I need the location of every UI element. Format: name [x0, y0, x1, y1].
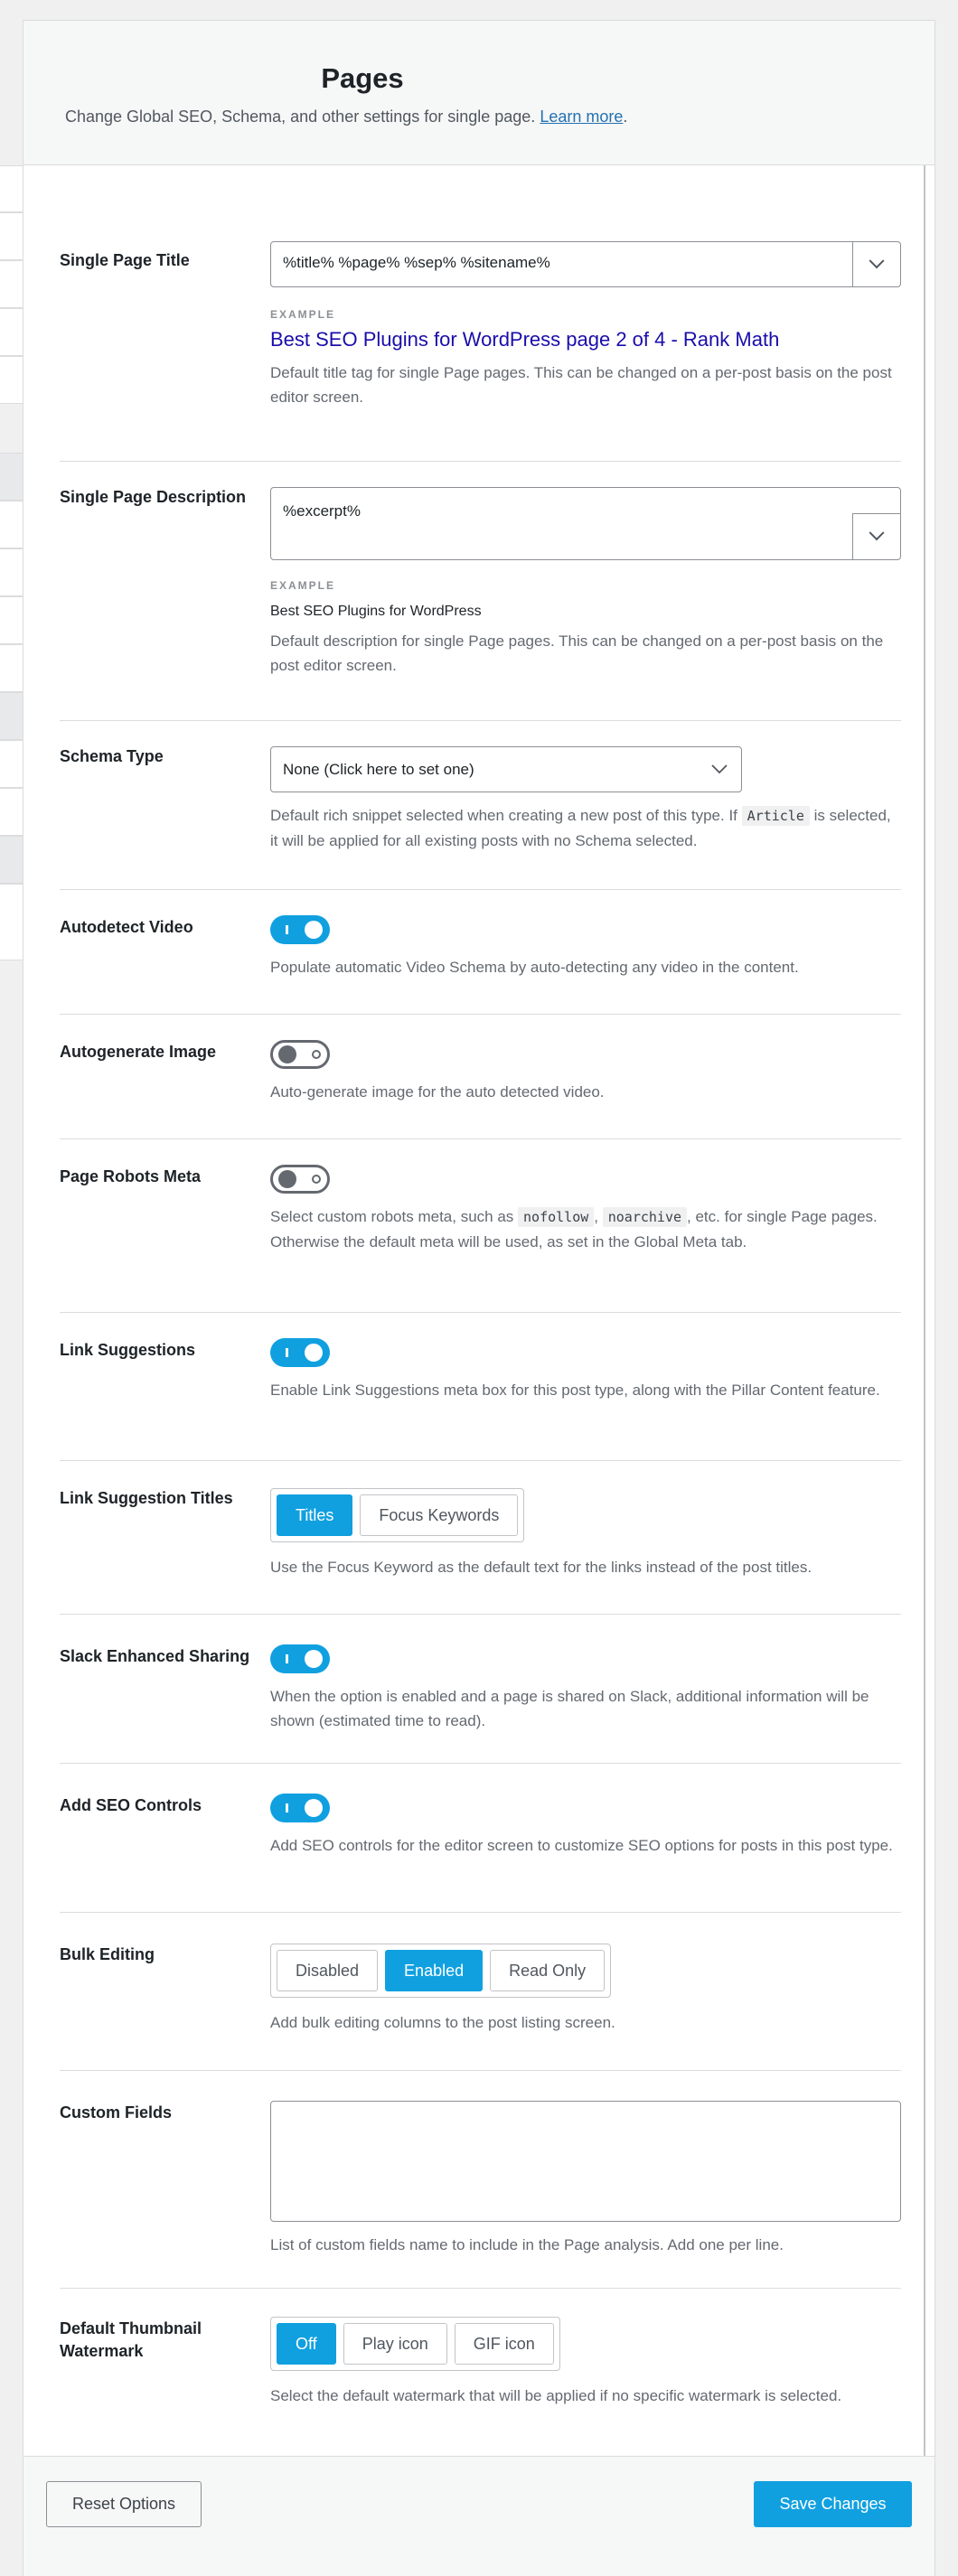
- scroll-edge: [924, 165, 925, 2478]
- slack-sharing-toggle[interactable]: [270, 1644, 330, 1673]
- description-template-combobox[interactable]: [270, 487, 901, 560]
- setting-label: Add SEO Controls: [60, 1796, 202, 1814]
- sidebar-item[interactable]: [0, 644, 23, 692]
- sidebar-item[interactable]: [0, 212, 23, 260]
- custom-fields-textarea[interactable]: [270, 2101, 901, 2222]
- toggle-knob: [305, 1344, 323, 1362]
- setting-schema-type: [60, 721, 901, 890]
- setting-description: Populate automatic Video Schema by auto-detecting any video in the content.: [270, 959, 799, 976]
- link-suggestions-toggle[interactable]: [270, 1338, 330, 1367]
- setting-label: Custom Fields: [60, 2103, 173, 2122]
- setting-description: [270, 803, 901, 853]
- robots-desc-part2: , etc. for single Page pages. Otherwise the default meta will be used, as set in the Global Meta tab.: [270, 1208, 878, 1251]
- setting-field: [270, 1165, 901, 1254]
- autogenerate-image-toggle[interactable]: [270, 1040, 330, 1069]
- setting-bulk-editing: [60, 1913, 901, 2071]
- setting-field: [270, 1040, 901, 1104]
- option-focus-keywords-button[interactable]: Focus Keywords: [360, 1494, 518, 1536]
- title-template-combobox[interactable]: [270, 241, 901, 287]
- description-example-preview: Best SEO Plugins for WordPress: [270, 604, 482, 619]
- setting-field: [270, 1794, 901, 1858]
- link-title-button-group: [270, 1488, 524, 1542]
- toggle-knob: [278, 1045, 296, 1063]
- setting-description: Default description for single Page pages. This can be changed on a per-post basis on the post editor screen.: [270, 632, 884, 674]
- bulk-editing-button-group: [270, 1944, 611, 1998]
- sidebar-item[interactable]: [0, 356, 23, 404]
- setting-description: List of custom fields name to include in the Page analysis. Add one per line.: [270, 2236, 784, 2253]
- setting-page-robots-meta: [60, 1139, 901, 1313]
- option-read-only-button[interactable]: Read Only: [490, 1950, 605, 1991]
- setting-autodetect-video: [60, 890, 901, 1015]
- schema-desc-part2: is selected, it will be applied for all existing posts with no Schema selected.: [270, 807, 891, 849]
- schema-type-value[interactable]: None (Click here to set one): [283, 761, 474, 778]
- robots-desc-part1: Select custom robots meta, such as: [270, 1208, 514, 1225]
- description-template-value[interactable]: %excerpt%: [283, 502, 361, 520]
- chevron-down-icon: [869, 525, 885, 540]
- description-period: .: [623, 108, 628, 126]
- setting-label: Single Page Title: [60, 251, 190, 269]
- setting-description: [270, 1204, 901, 1254]
- save-changes-button[interactable]: Save Changes: [754, 2481, 912, 2527]
- setting-field: [270, 487, 901, 678]
- setting-label: Link Suggestion Titles: [60, 1489, 233, 1507]
- toggle-on-mark: [286, 1803, 288, 1813]
- option-off-button[interactable]: Off: [277, 2323, 336, 2365]
- setting-label: Autodetect Video: [60, 918, 193, 936]
- toggle-knob: [305, 1650, 323, 1668]
- page-description-text: Change Global SEO, Schema, and other settings for single page.: [65, 108, 536, 126]
- sidebar-item[interactable]: [0, 308, 23, 356]
- sidebar-item[interactable]: [0, 260, 23, 308]
- toggle-on-mark: [286, 1654, 288, 1663]
- setting-single-page-title: [60, 225, 901, 462]
- panel-header: [23, 21, 935, 165]
- sidebar-strip: [0, 0, 23, 2576]
- setting-field: [270, 746, 901, 853]
- setting-label-line2: Watermark: [60, 2342, 144, 2360]
- watermark-button-group: [270, 2317, 560, 2371]
- option-disabled-button[interactable]: Disabled: [277, 1950, 378, 1991]
- page-description: [65, 108, 627, 126]
- setting-seo-controls: [60, 1764, 901, 1913]
- autodetect-video-toggle[interactable]: [270, 915, 330, 944]
- description-variables-button[interactable]: [852, 513, 900, 559]
- robots-meta-toggle[interactable]: [270, 1165, 330, 1194]
- setting-field: [270, 1644, 901, 1733]
- setting-description: Auto-generate image for the auto detected video.: [270, 1083, 605, 1101]
- setting-field: [270, 1488, 901, 1579]
- sidebar-item[interactable]: [0, 884, 23, 960]
- setting-custom-fields: [60, 2071, 901, 2289]
- setting-label: Schema Type: [60, 747, 164, 765]
- panel-footer: [23, 2456, 935, 2576]
- setting-field: [270, 2101, 901, 2257]
- chevron-down-icon: [869, 253, 885, 268]
- title-example-preview: Best SEO Plugins for WordPress page 2 of 4 - Rank Math: [270, 328, 780, 351]
- setting-description: Default title tag for single Page pages. This can be changed on a per-post basis on the post editor screen.: [270, 364, 892, 406]
- schema-type-select[interactable]: [270, 746, 742, 792]
- option-titles-button[interactable]: Titles: [277, 1494, 352, 1536]
- setting-slack-sharing: [60, 1615, 901, 1764]
- setting-field: [270, 1338, 901, 1402]
- setting-single-page-description: [60, 462, 901, 721]
- chevron-down-icon: [710, 760, 728, 782]
- setting-field: [270, 241, 901, 409]
- setting-label: Autogenerate Image: [60, 1043, 217, 1061]
- toggle-knob: [278, 1170, 296, 1188]
- toggle-on-mark: [286, 925, 288, 934]
- setting-label: Link Suggestions: [60, 1341, 196, 1359]
- page-title: Pages: [321, 62, 404, 94]
- noarchive-code: noarchive: [603, 1207, 687, 1227]
- setting-description: Use the Focus Keyword as the default text for the links instead of the post titles.: [270, 1559, 812, 1576]
- sidebar-item[interactable]: [0, 453, 23, 501]
- sidebar-item[interactable]: [0, 165, 23, 212]
- setting-label: Slack Enhanced Sharing: [60, 1647, 250, 1665]
- settings-panel: [23, 20, 935, 2576]
- sidebar-item[interactable]: [0, 788, 23, 836]
- seo-controls-toggle[interactable]: [270, 1794, 330, 1822]
- toggle-knob: [305, 921, 323, 939]
- toggle-off-mark: [312, 1050, 321, 1059]
- setting-description: Enable Link Suggestions meta box for this post type, along with the Pillar Content feature.: [270, 1382, 880, 1399]
- nofollow-code: nofollow: [518, 1207, 594, 1227]
- setting-description: Select the default watermark that will be applied if no specific watermark is selected.: [270, 2387, 842, 2404]
- sidebar-item[interactable]: [0, 548, 23, 596]
- learn-more-link[interactable]: Learn more: [540, 108, 624, 126]
- setting-label: Bulk Editing: [60, 1945, 155, 1963]
- sidebar-item[interactable]: [0, 596, 23, 644]
- setting-description: Add SEO controls for the editor screen to customize SEO options for posts in this post type.: [270, 1837, 893, 1854]
- option-gif-icon-button[interactable]: GIF icon: [455, 2323, 554, 2365]
- setting-link-suggestions: [60, 1313, 901, 1461]
- setting-label: Single Page Description: [60, 488, 247, 506]
- example-label: EXAMPLE: [270, 308, 336, 321]
- setting-autogenerate-image: [60, 1015, 901, 1139]
- example-label: EXAMPLE: [270, 579, 336, 592]
- sidebar-item[interactable]: [0, 501, 23, 548]
- setting-description: Add bulk editing columns to the post listing screen.: [270, 2014, 615, 2031]
- setting-label: Page Robots Meta: [60, 1167, 202, 1185]
- sidebar-item[interactable]: [0, 836, 23, 884]
- toggle-off-mark: [312, 1175, 321, 1184]
- setting-field: [270, 1944, 901, 2035]
- toggle-knob: [305, 1799, 323, 1817]
- setting-field: [270, 915, 901, 979]
- article-code: Article: [742, 806, 810, 826]
- setting-thumbnail-watermark: [60, 2289, 901, 2456]
- setting-field: [270, 2317, 901, 2408]
- option-play-icon-button[interactable]: Play icon: [343, 2323, 447, 2365]
- setting-label: [60, 2318, 268, 2363]
- setting-description: When the option is enabled and a page is shared on Slack, additional information will be shown (estimated time to read).: [270, 1688, 869, 1729]
- title-variables-button[interactable]: [852, 242, 900, 286]
- title-template-value[interactable]: %title% %page% %sep% %sitename%: [283, 254, 550, 271]
- sidebar-item[interactable]: [0, 692, 23, 740]
- setting-link-suggestion-titles: [60, 1461, 901, 1615]
- toggle-on-mark: [286, 1348, 288, 1357]
- option-enabled-button[interactable]: Enabled: [385, 1950, 483, 1991]
- setting-label-line1: Default Thumbnail: [60, 2319, 202, 2337]
- sidebar-item[interactable]: [0, 740, 23, 788]
- schema-desc-part1: Default rich snippet selected when creating a new post of this type. If: [270, 807, 737, 824]
- reset-options-button[interactable]: Reset Options: [46, 2481, 202, 2527]
- robots-desc-comma: ,: [594, 1208, 599, 1225]
